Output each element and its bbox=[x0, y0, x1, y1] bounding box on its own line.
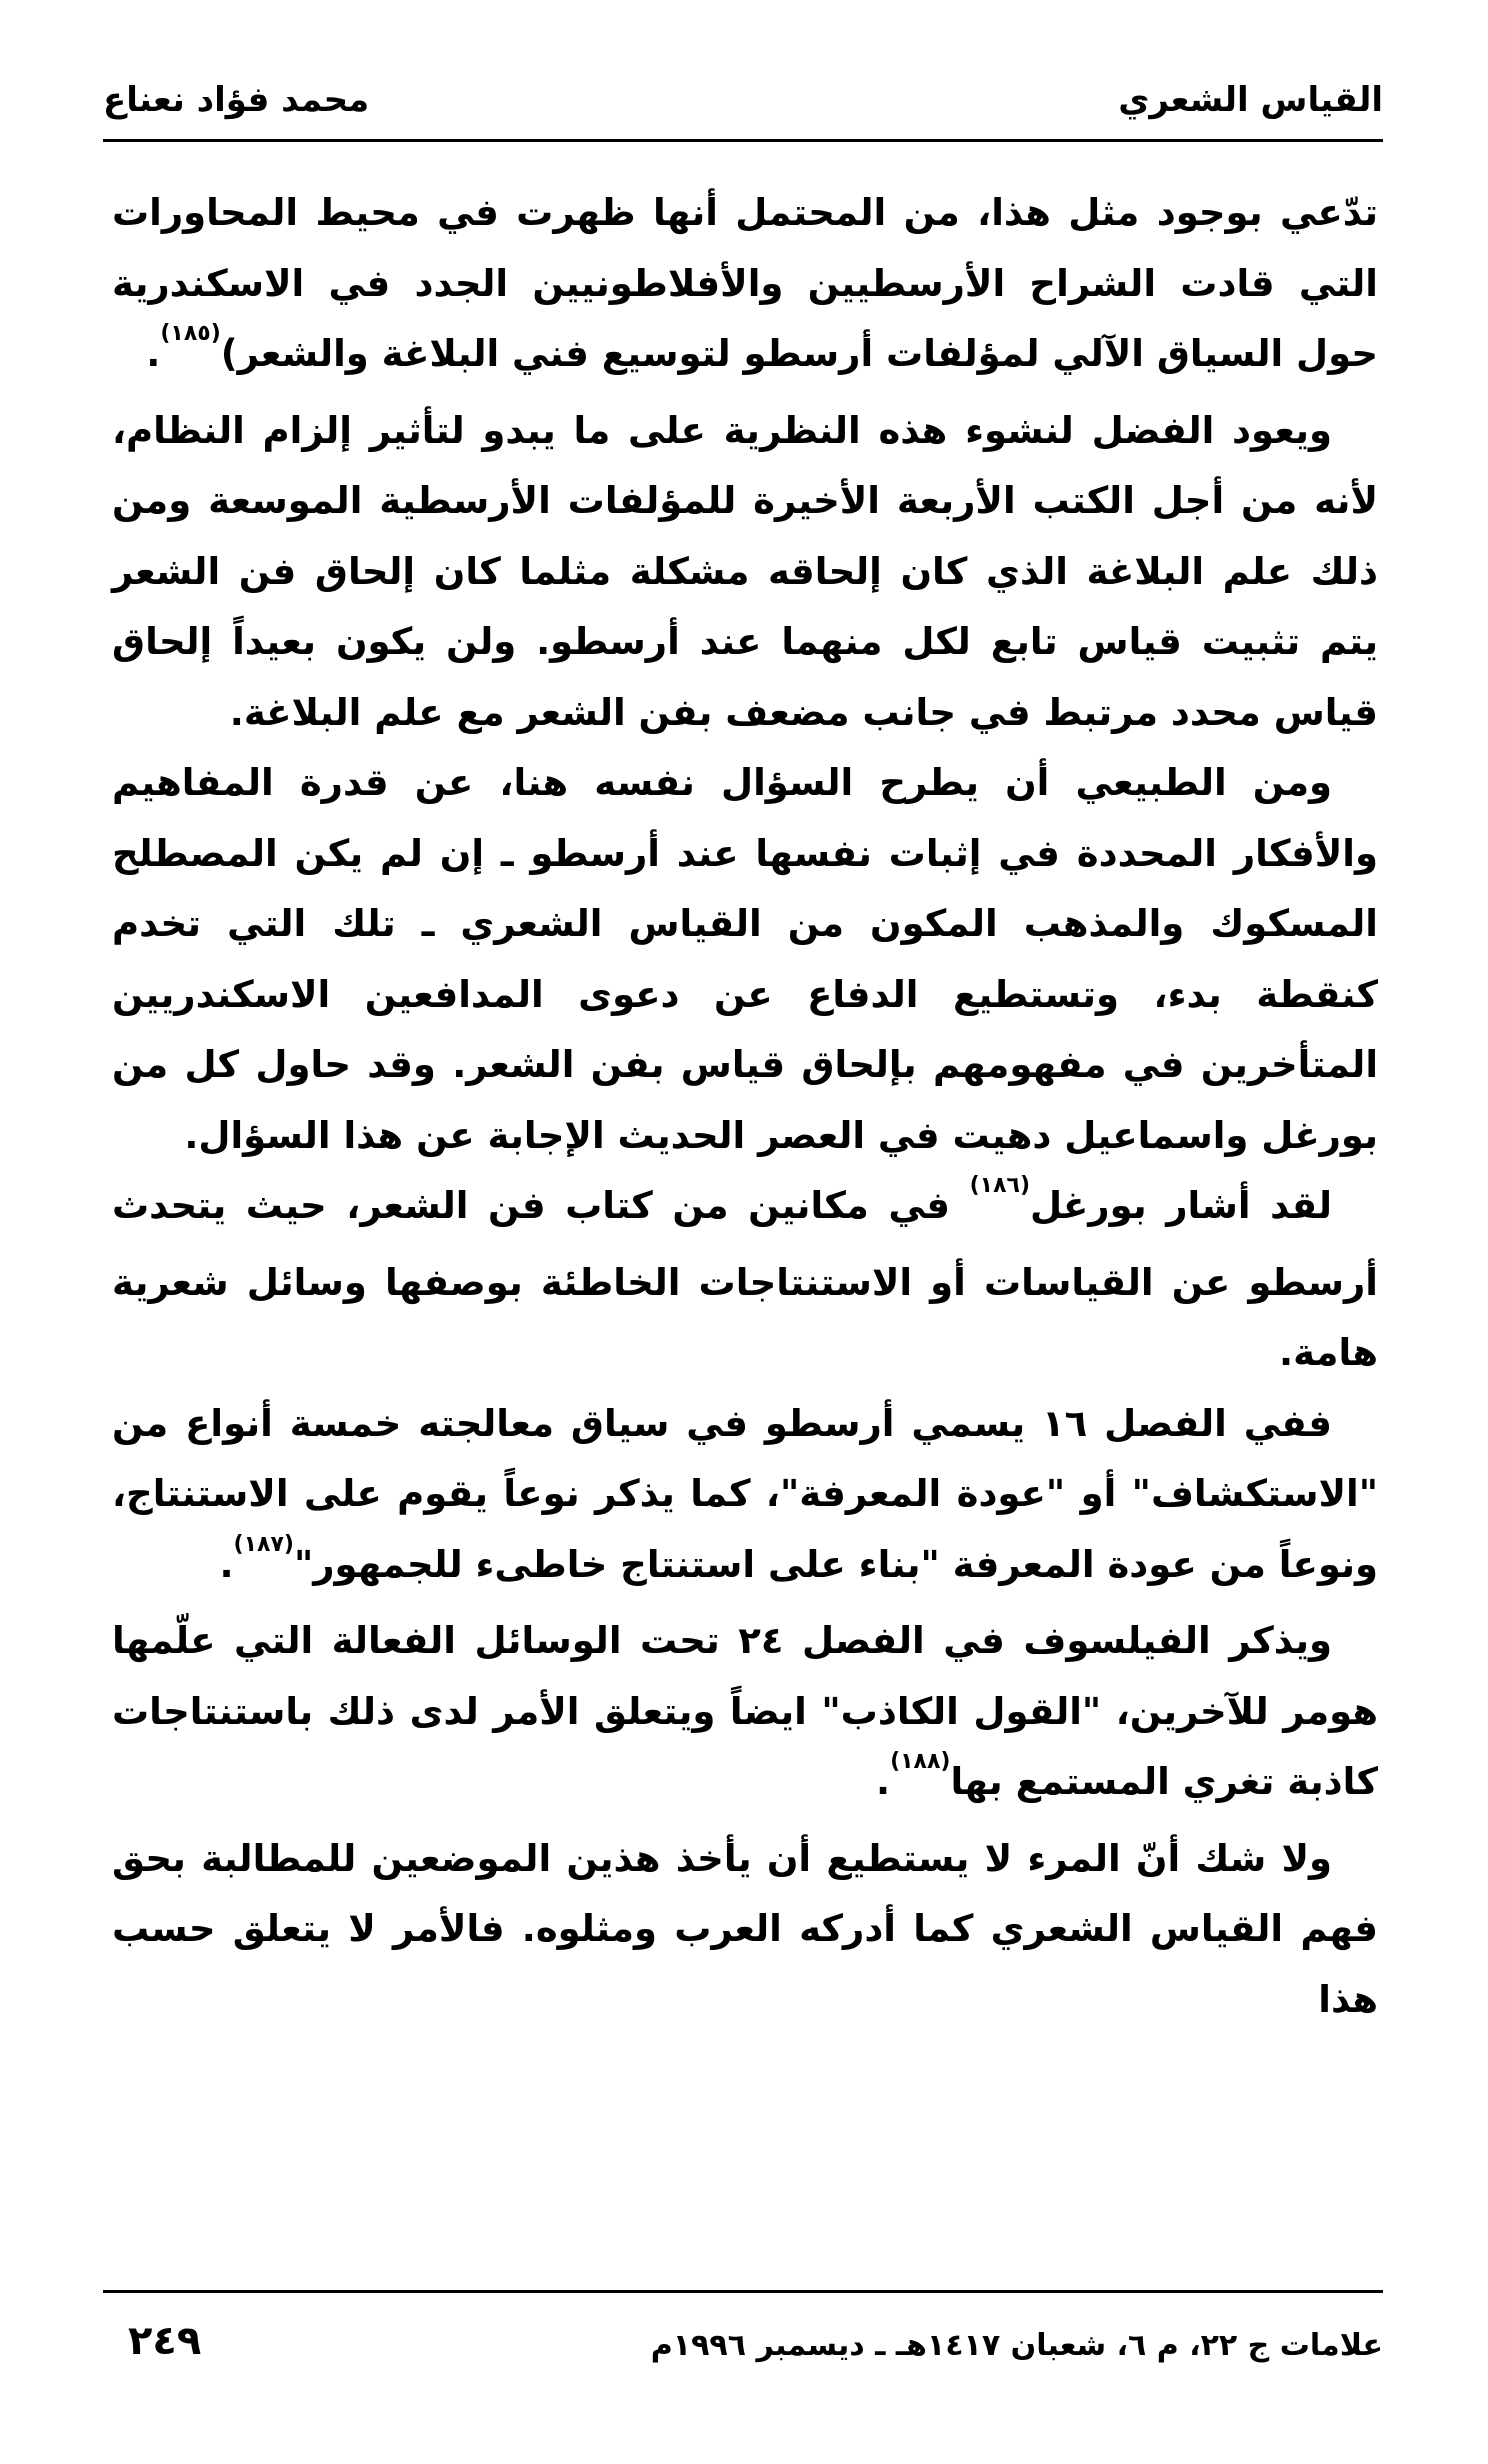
running-title: القياس الشعري bbox=[1118, 80, 1383, 120]
paragraph-text: لقد أشار بورغل bbox=[1030, 1184, 1332, 1227]
paragraph-text: تدّعي بوجود مثل هذا، من المحتمل أنها ظهرت في محيط المحاورات التي قادت الشراح الأرسطيين والأفلاطونيين الجدد في الاسكندرية حول السياق الآلي لمؤلفات أرسطو لتوسيع فني البلاغة والشعر) bbox=[112, 191, 1378, 375]
paragraph-text: ويذكر الفيلسوف في الفصل ٢٤ تحت الوسائل الفعالة التي علّمها هومر للآخرين، "القول الكاذب" ايضاً ويتعلق الأمر لدى ذلك باستنتاجات كاذبة تغري المستمع بها bbox=[112, 1619, 1378, 1803]
footnote-reference: (١٨٦) bbox=[969, 1173, 1030, 1198]
footer-rule bbox=[103, 2290, 1383, 2293]
body-text bbox=[112, 178, 1378, 2035]
paragraph bbox=[112, 1171, 1378, 1389]
footnote-reference: (١٨٥) bbox=[160, 321, 221, 346]
page-footer bbox=[103, 2318, 1383, 2378]
paragraph-text: ومن الطبيعي أن يطرح السؤال نفسه هنا، عن قدرة المفاهيم والأفكار المحددة في إثبات نفسها عند أرسطو ـ إن لم يكن المصطلح المسكوك والمذهب المكون من القياس الشعري ـ تلك التي تخدم كنقطة بدء، وتستطيع الدفاع عن دعوى المدافعين الاسكندريين المتأخرين في مفهومهم بإلحاق قياس بفن الشعر. وقد حاول كل من بورغل واسماعيل دهيت في العصر الحديث الإجابة عن هذا السؤال. bbox=[112, 761, 1378, 1157]
paragraph bbox=[112, 178, 1378, 396]
paragraph-text: . bbox=[146, 332, 161, 375]
paragraph-text: في مكانين من كتاب فن الشعر، حيث يتحدث أرسطو عن القياسات أو الاستنتاجات الخاطئة بوصفها وسائل شعرية هامة. bbox=[112, 1184, 1378, 1374]
paragraph bbox=[112, 396, 1378, 749]
header-rule bbox=[103, 139, 1383, 142]
paragraph-text: . bbox=[876, 1760, 891, 1803]
paragraph bbox=[112, 1606, 1378, 1824]
footnote-reference: (١٨٧) bbox=[233, 1531, 294, 1557]
page-number: ٢٤٩ bbox=[128, 2318, 202, 2364]
paragraph bbox=[112, 748, 1378, 1171]
paragraph bbox=[112, 1824, 1378, 2036]
paragraph-text: ويعود الفضل لنشوء هذه النظرية على ما يبدو لتأثير إلزام النظام، لأنه من أجل الكتب الأربعة الأخيرة للمؤلفات الأرسطية الموسعة ومن ذلك علم البلاغة الذي كان إلحاقه مشكلة مثلما كان إلحاق فن الشعر يتم تثبيت قياس تابع لكل منهما عند أرسطو. ولن يكون بعيداً إلحاق قياس محدد مرتبط في جانب مضعف بفن الشعر مع علم البلاغة. bbox=[112, 408, 1378, 734]
paragraph bbox=[112, 1389, 1378, 1607]
author-name: محمد فؤاد نعناع bbox=[103, 80, 370, 120]
paragraph-text: . bbox=[219, 1542, 234, 1586]
paragraph-text: ففي الفصل ١٦ يسمي أرسطو في سياق معالجته خمسة أنواع من "الاستكشاف" أو "عودة المعرفة"، كما يذكر نوعاً يقوم على الاستنتاج، ونوعاً من عودة المعرفة "بناء على استنتاج خاطىء للجمهور" bbox=[112, 1401, 1378, 1586]
footnote-reference: (١٨٨) bbox=[890, 1749, 951, 1774]
running-header bbox=[103, 62, 1383, 142]
issue-info: علامات ج ٢٢، م ٦، شعبان ١٤١٧هـ ـ ديسمبر ١٩٩٦م bbox=[650, 2328, 1383, 2363]
paragraph-text: ولا شك أنّ المرء لا يستطيع أن يأخذ هذين الموضعين للمطالبة بحق فهم القياس الشعري كما أدركه العرب ومثلوه. فالأمر لا يتعلق حسب هذا bbox=[112, 1836, 1378, 2021]
